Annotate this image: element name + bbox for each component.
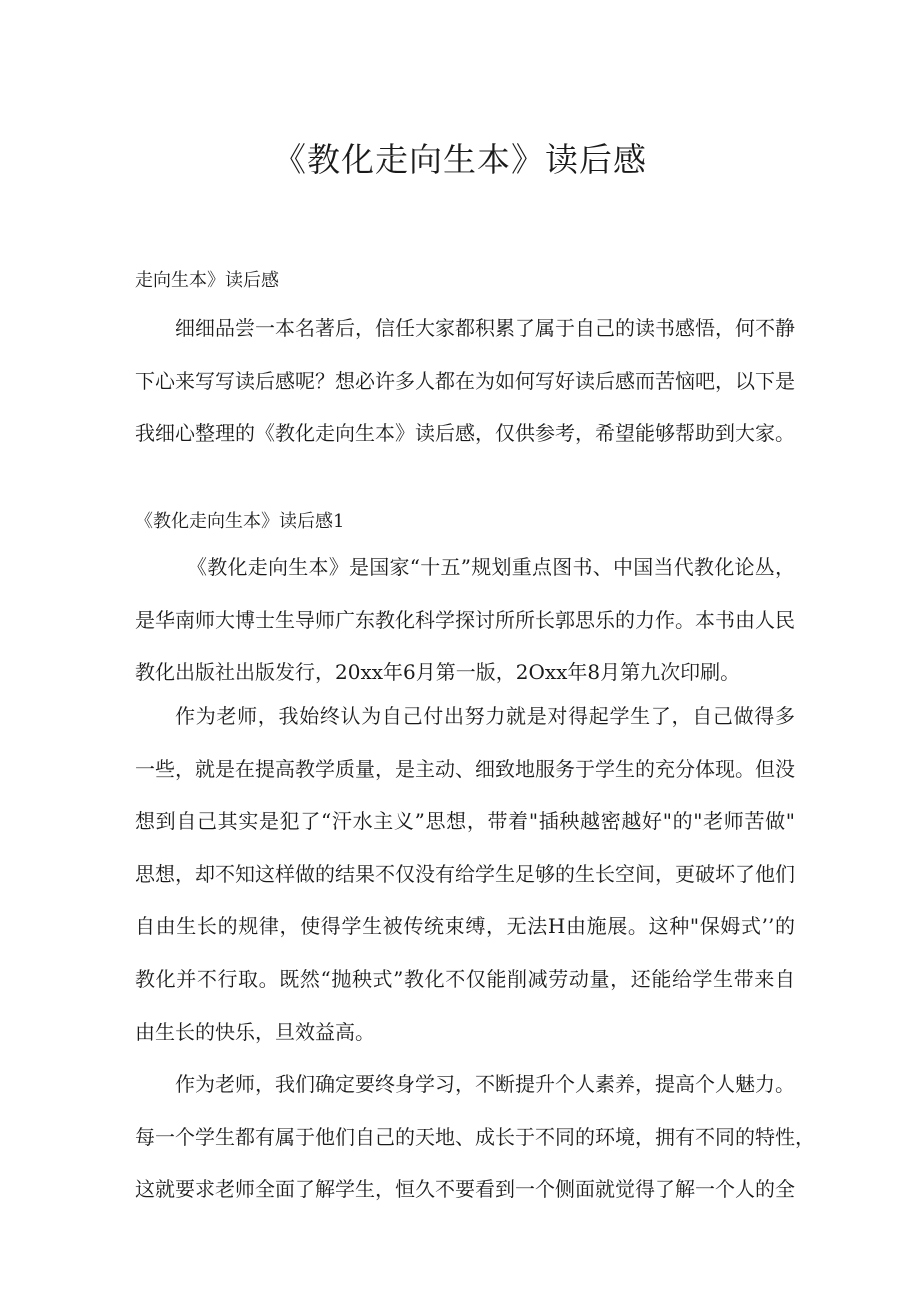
document-title: 《教化走向生本》读后感 — [273, 140, 647, 179]
para1-line-2: 是华南师大博士生导师广东教化科学探讨所所长郭思乐的力作。本书由人民 — [135, 607, 795, 632]
intro-paragraph — [135, 314, 795, 472]
para2-line-3: 想到自己其实是犯了“汗水主义”思想，带着"插秧越密越好"的"老师苦做" — [135, 809, 795, 834]
para1-line-1: 《教化走向生本》是国家“十五”规划重点图书、中国当代教化论丛， — [187, 555, 795, 579]
para2-line-4: 思想，却不知这样做的结果不仅没有给学生足够的生长空间，更破坏了他们 — [135, 861, 795, 886]
essay-heading: 《教化走向生本》读后感1 — [135, 511, 345, 532]
para2-line-7: 由生长的快乐，旦效益高。 — [135, 1019, 375, 1044]
intro-heading: 走向生本》读后感 — [135, 270, 279, 291]
intro-line-3: 我细心整理的《教化走向生本》读后感，仅供参考，希望能够帮助到大家。 — [135, 421, 795, 446]
para2-line-6: 教化并不行取。既然“抛秧式”教化不仅能削减劳动量，还能给学生带来自 — [135, 966, 795, 991]
essay-paragraph-3 — [135, 1070, 815, 1228]
para3-line-3: 这就要求老师全面了解学生，恒久不要看到一个侧面就觉得了解一个人的全 — [135, 1177, 795, 1202]
para2-line-2: 一些，就是在提高教学质量，是主动、细致地服务于学生的充分体现。但没 — [135, 756, 795, 781]
intro-line-2: 下心来写写读后感呢？想必许多人都在为如何写好读后感而苦恼吧，以下是 — [135, 368, 795, 393]
para2-line-5: 自由生长的规律，使得学生被传统束缚，无法H由施展。这种"保姆式’’的 — [135, 914, 795, 939]
para3-line-1: 作为老师，我们确定要终身学习，不断提升个人素养，提高个人魅力。 — [175, 1072, 795, 1096]
intro-line-1: 细细品尝一本名著后，信任大家都积累了属于自己的读书感悟，何不静 — [175, 316, 795, 340]
essay-paragraph-1 — [135, 553, 795, 711]
essay-paragraph-2 — [135, 702, 795, 1070]
para3-line-2: 每一个学生都有属于他们自己的天地、成长于不同的环境，拥有不同的特性， — [135, 1124, 815, 1149]
para2-line-1: 作为老师，我始终认为自己付出努力就是对得起学生了，自己做得多 — [175, 704, 795, 728]
para1-line-3: 教化出版社出版发行，20xx年6月第一版，2Oxx年8月第九次印刷。 — [135, 660, 741, 685]
